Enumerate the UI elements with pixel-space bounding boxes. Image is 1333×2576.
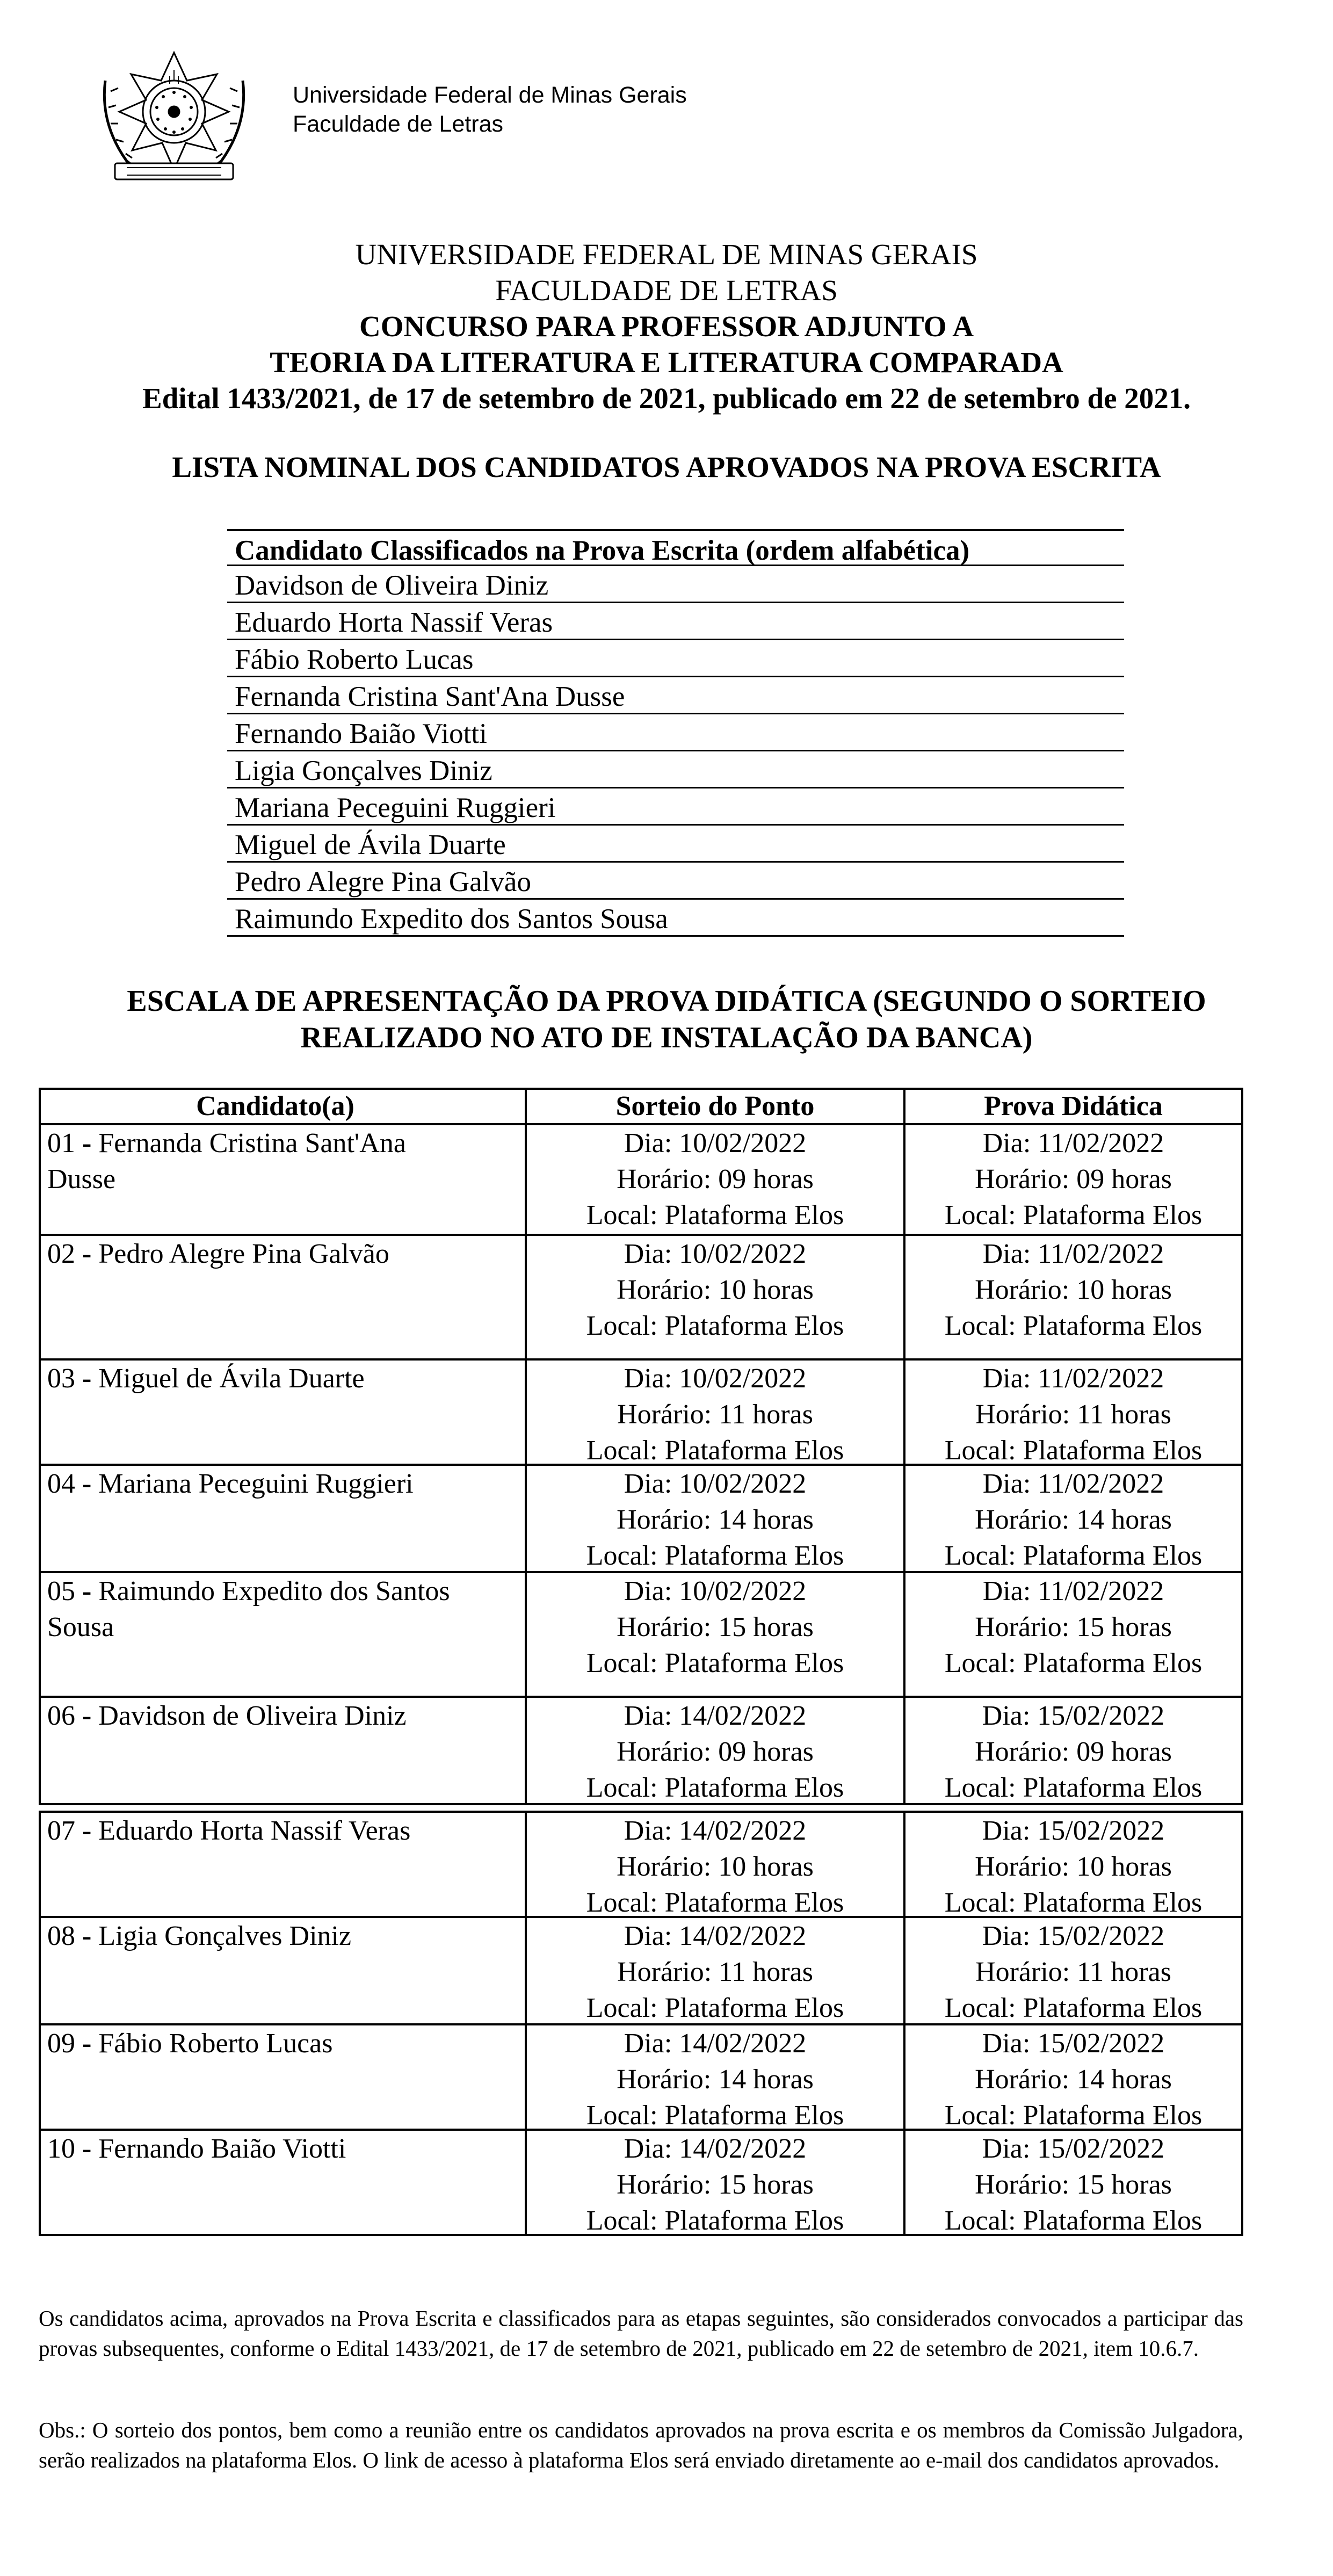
didactic-time: Horário: 09 horas bbox=[975, 1164, 1172, 1195]
convocation-note: Os candidatos acima, aprovados na Prova Escrita e classificados para as etapas seguintes, são considerados convocados a participar das provas subsequentes, conforme o Edital 1433/2021, de 17 de setembro de 2021, publicado em 22 de setembro de 2021, item 10.6.7. bbox=[39, 2306, 1243, 2361]
approved-candidate-row: Fábio Roberto Lucas bbox=[227, 640, 1124, 677]
candidate-number: 05 bbox=[47, 1576, 75, 1607]
draw-cell bbox=[527, 1361, 905, 1464]
draw-date: Dia: 10/02/2022 bbox=[624, 1576, 807, 1607]
draw-location: Local: Plataforma Elos bbox=[586, 1772, 844, 1803]
didactic-cell bbox=[905, 1698, 1241, 1803]
approved-candidate-row: Davidson de Oliveira Diniz bbox=[227, 566, 1124, 603]
candidate-cell: 08 - Ligia Gonçalves Diniz bbox=[41, 1918, 527, 2023]
draw-location: Local: Plataforma Elos bbox=[586, 2205, 844, 2236]
candidate-cell: 04 - Mariana Peceguini Ruggieri bbox=[41, 1466, 527, 1571]
didactic-time: Horário: 10 horas bbox=[975, 1851, 1172, 1882]
draw-time: Horário: 09 horas bbox=[617, 1164, 814, 1195]
didactic-time: Horário: 14 horas bbox=[975, 2064, 1172, 2095]
draw-location: Local: Plataforma Elos bbox=[586, 1200, 844, 1231]
didactic-time: Horário: 15 horas bbox=[975, 1612, 1172, 1642]
draw-cell bbox=[527, 1236, 905, 1358]
approved-candidate-row: Mariana Peceguini Ruggieri bbox=[227, 788, 1124, 826]
candidate-name: Pedro Alegre Pina Galvão bbox=[98, 1239, 389, 1269]
approved-table-header: Candidato Classificados na Prova Escrita (ordem alfabética) bbox=[227, 529, 1124, 566]
candidate-cell: 06 - Davidson de Oliveira Diniz bbox=[41, 1698, 527, 1803]
draw-cell bbox=[527, 2131, 905, 2234]
didactic-location: Local: Plataforma Elos bbox=[944, 1993, 1202, 2023]
didactic-time: Horário: 14 horas bbox=[975, 1504, 1172, 1535]
didactic-cell bbox=[905, 2131, 1241, 2234]
didactic-date: Dia: 11/02/2022 bbox=[982, 1576, 1164, 1607]
draw-cell bbox=[527, 1813, 905, 1916]
didactic-time: Horário: 11 horas bbox=[975, 1399, 1171, 1430]
draw-time: Horário: 15 horas bbox=[617, 1612, 814, 1642]
draw-cell bbox=[527, 2025, 905, 2129]
candidate-number: 09 bbox=[47, 2028, 75, 2059]
didactic-cell bbox=[905, 1918, 1241, 2023]
draw-date: Dia: 10/02/2022 bbox=[624, 1239, 807, 1269]
schedule-row bbox=[39, 1698, 1243, 1805]
approved-candidate-row: Raimundo Expedito dos Santos Sousa bbox=[227, 900, 1124, 937]
didactic-date: Dia: 15/02/2022 bbox=[982, 1815, 1165, 1846]
candidate-name: Fernanda Cristina Sant'Ana bbox=[98, 1128, 406, 1159]
draw-location: Local: Plataforma Elos bbox=[586, 1993, 844, 2023]
title-edital: Edital 1433/2021, de 17 de setembro de 2021, publicado em 22 de setembro de 2021. bbox=[142, 382, 1191, 415]
approved-candidate-row: Fernando Baião Viotti bbox=[227, 714, 1124, 751]
didactic-date: Dia: 15/02/2022 bbox=[982, 1921, 1165, 1951]
candidate-cell: 01 - Fernanda Cristina Sant'Ana Dusse bbox=[41, 1125, 527, 1234]
didactic-cell bbox=[905, 1466, 1241, 1571]
institution-header bbox=[293, 81, 687, 139]
draw-time: Horário: 11 horas bbox=[617, 1399, 813, 1430]
schedule-heading-line2: REALIZADO NO ATO DE INSTALAÇÃO DA BANCA) bbox=[300, 1021, 1033, 1054]
candidate-cell: 02 - Pedro Alegre Pina Galvão bbox=[41, 1236, 527, 1358]
coat-of-arms-seal bbox=[95, 48, 253, 187]
approved-candidate-row: Ligia Gonçalves Diniz bbox=[227, 751, 1124, 788]
didactic-cell bbox=[905, 1125, 1241, 1234]
didactic-date: Dia: 11/02/2022 bbox=[982, 1128, 1164, 1159]
didactic-cell bbox=[905, 1361, 1241, 1464]
schedule-heading-line1: ESCALA DE APRESENTAÇÃO DA PROVA DIDÁTICA (SEGUNDO O SORTEIO bbox=[127, 985, 1206, 1018]
faculty-name: Faculdade de Letras bbox=[293, 111, 504, 137]
candidate-name: Ligia Gonçalves Diniz bbox=[98, 1921, 352, 1951]
candidate-cell: 07 - Eduardo Horta Nassif Veras bbox=[41, 1813, 527, 1916]
approved-candidate-row: Pedro Alegre Pina Galvão bbox=[227, 863, 1124, 900]
schedule-row bbox=[39, 2025, 1243, 2131]
title-contest: CONCURSO PARA PROFESSOR ADJUNTO A bbox=[359, 310, 974, 343]
didactic-location: Local: Plataforma Elos bbox=[944, 1200, 1202, 1231]
observation-note: Obs.: O sorteio dos pontos, bem como a reunião entre os candidatos aprovados na prova escrita e os membros da Comissão Julgadora, serão realizados na plataforma Elos. O link de acesso à plataforma Elos será enviado diretamente ao e-mail dos candidatos aprovados. bbox=[39, 2418, 1243, 2472]
candidate-name: Miguel de Ávila Duarte bbox=[98, 1363, 365, 1394]
draw-location: Local: Plataforma Elos bbox=[586, 1887, 844, 1918]
didactic-time: Horário: 09 horas bbox=[975, 1736, 1172, 1767]
didactic-date: Dia: 15/02/2022 bbox=[982, 2133, 1165, 2164]
draw-time: Horário: 15 horas bbox=[617, 2169, 814, 2200]
didactic-date: Dia: 11/02/2022 bbox=[982, 1239, 1164, 1269]
candidate-cell: 09 - Fábio Roberto Lucas bbox=[41, 2025, 527, 2129]
candidate-number: 04 bbox=[47, 1468, 75, 1499]
draw-time: Horário: 09 horas bbox=[617, 1736, 814, 1767]
draw-cell bbox=[527, 1698, 905, 1803]
draw-time: Horário: 14 horas bbox=[617, 1504, 814, 1535]
didactic-location: Local: Plataforma Elos bbox=[944, 1435, 1202, 1466]
didactic-date: Dia: 15/02/2022 bbox=[982, 1701, 1165, 1731]
candidate-number: 03 bbox=[47, 1363, 75, 1394]
institution-name: Universidade Federal de Minas Gerais bbox=[293, 82, 687, 108]
didactic-date: Dia: 11/02/2022 bbox=[982, 1468, 1164, 1499]
draw-location: Local: Plataforma Elos bbox=[586, 1435, 844, 1466]
draw-date: Dia: 10/02/2022 bbox=[624, 1363, 807, 1394]
didactic-cell bbox=[905, 1813, 1241, 1916]
didactic-date: Dia: 11/02/2022 bbox=[982, 1363, 1164, 1394]
approved-candidate-row: Eduardo Horta Nassif Veras bbox=[227, 603, 1124, 640]
schedule-row bbox=[39, 1361, 1243, 1466]
schedule-table-body bbox=[39, 1125, 1243, 2236]
didactic-time: Horário: 11 horas bbox=[975, 1957, 1171, 1987]
candidate-cell: 03 - Miguel de Ávila Duarte bbox=[41, 1361, 527, 1464]
column-header-draw: Sorteio do Ponto bbox=[527, 1090, 905, 1123]
document-title-block bbox=[0, 236, 1333, 416]
didactic-cell bbox=[905, 1573, 1241, 1696]
schedule-row bbox=[39, 1573, 1243, 1698]
title-area: TEORIA DA LITERATURA E LITERATURA COMPARADA bbox=[270, 346, 1063, 379]
draw-cell bbox=[527, 1125, 905, 1234]
draw-date: Dia: 10/02/2022 bbox=[624, 1128, 807, 1159]
draw-location: Local: Plataforma Elos bbox=[586, 1648, 844, 1678]
draw-date: Dia: 14/02/2022 bbox=[624, 1701, 807, 1731]
candidate-cell: 05 - Raimundo Expedito dos Santos Sousa bbox=[41, 1573, 527, 1696]
candidate-number: 10 bbox=[47, 2133, 75, 2164]
didactic-cell bbox=[905, 1236, 1241, 1358]
schedule-row bbox=[39, 1811, 1243, 1918]
draw-time: Horário: 14 horas bbox=[617, 2064, 814, 2095]
column-header-didactic: Prova Didática bbox=[984, 1091, 1163, 1121]
schedule-row bbox=[39, 1918, 1243, 2025]
didactic-location: Local: Plataforma Elos bbox=[944, 1648, 1202, 1678]
didactic-location: Local: Plataforma Elos bbox=[944, 2100, 1202, 2131]
schedule-row bbox=[39, 1236, 1243, 1361]
candidate-number: 08 bbox=[47, 1921, 75, 1951]
schedule-table bbox=[39, 1088, 1243, 2236]
candidate-name: Raimundo Expedito dos Santos bbox=[98, 1576, 450, 1607]
didactic-time: Horário: 10 horas bbox=[975, 1275, 1172, 1305]
candidate-cell: 10 - Fernando Baião Viotti bbox=[41, 2131, 527, 2234]
draw-location: Local: Plataforma Elos bbox=[586, 2100, 844, 2131]
candidate-name: Davidson de Oliveira Diniz bbox=[98, 1701, 407, 1731]
didactic-cell bbox=[905, 2025, 1241, 2129]
candidate-number: 02 bbox=[47, 1239, 75, 1269]
draw-location: Local: Plataforma Elos bbox=[586, 1311, 844, 1341]
didactic-location: Local: Plataforma Elos bbox=[944, 1772, 1202, 1803]
schedule-heading bbox=[0, 983, 1333, 1056]
didactic-location: Local: Plataforma Elos bbox=[944, 1887, 1202, 1918]
draw-date: Dia: 14/02/2022 bbox=[624, 1815, 807, 1846]
schedule-row bbox=[39, 1466, 1243, 1573]
schedule-table-header bbox=[39, 1088, 1243, 1125]
approved-candidate-row: Fernanda Cristina Sant'Ana Dusse bbox=[227, 677, 1124, 714]
didactic-location: Local: Plataforma Elos bbox=[944, 1311, 1202, 1341]
candidate-name: Eduardo Horta Nassif Veras bbox=[98, 1815, 411, 1846]
draw-time: Horário: 10 horas bbox=[617, 1851, 814, 1882]
draw-time: Horário: 10 horas bbox=[617, 1275, 814, 1305]
draw-cell bbox=[527, 1573, 905, 1696]
schedule-row bbox=[39, 1125, 1243, 1236]
column-header-candidate: Candidato(a) bbox=[41, 1090, 527, 1123]
candidate-name-continued: Dusse bbox=[47, 1164, 116, 1195]
schedule-row bbox=[39, 2131, 1243, 2236]
didactic-location: Local: Plataforma Elos bbox=[944, 1540, 1202, 1571]
approved-candidate-row: Miguel de Ávila Duarte bbox=[227, 826, 1124, 863]
candidate-number: 07 bbox=[47, 1815, 75, 1846]
didactic-location: Local: Plataforma Elos bbox=[944, 2205, 1202, 2236]
candidate-name: Mariana Peceguini Ruggieri bbox=[98, 1468, 414, 1499]
candidate-name-continued: Sousa bbox=[47, 1612, 114, 1642]
title-university: UNIVERSIDADE FEDERAL DE MINAS GERAIS bbox=[355, 238, 978, 271]
candidate-name: Fábio Roberto Lucas bbox=[98, 2028, 333, 2059]
title-faculty: FACULDADE DE LETRAS bbox=[495, 274, 838, 307]
didactic-date: Dia: 15/02/2022 bbox=[982, 2028, 1165, 2059]
approved-candidates-table bbox=[227, 529, 1124, 937]
draw-location: Local: Plataforma Elos bbox=[586, 1540, 844, 1571]
candidate-name: Fernando Baião Viotti bbox=[98, 2133, 346, 2164]
approved-list-heading: LISTA NOMINAL DOS CANDIDATOS APROVADOS NA PROVA ESCRITA bbox=[172, 451, 1161, 483]
draw-cell bbox=[527, 1918, 905, 2023]
didactic-time: Horário: 15 horas bbox=[975, 2169, 1172, 2200]
draw-date: Dia: 14/02/2022 bbox=[624, 2133, 807, 2164]
draw-time: Horário: 11 horas bbox=[617, 1957, 813, 1987]
candidate-number: 06 bbox=[47, 1701, 75, 1731]
draw-cell bbox=[527, 1466, 905, 1571]
draw-date: Dia: 10/02/2022 bbox=[624, 1468, 807, 1499]
draw-date: Dia: 14/02/2022 bbox=[624, 1921, 807, 1951]
draw-date: Dia: 14/02/2022 bbox=[624, 2028, 807, 2059]
candidate-number: 01 bbox=[47, 1128, 75, 1159]
